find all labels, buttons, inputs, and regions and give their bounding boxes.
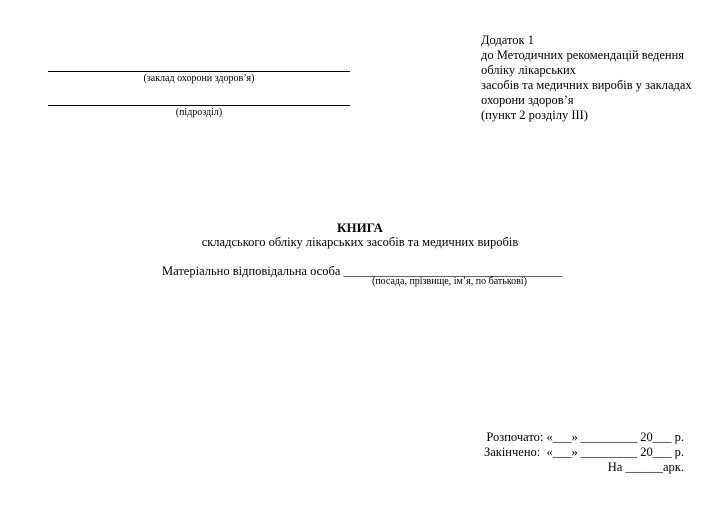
responsible-person-field[interactable]: Матеріально відповідальна особа ___________________________________ bbox=[162, 264, 563, 278]
institution-caption: (заклад охорони здоров’я) bbox=[143, 73, 255, 84]
annex-line-5: охорони здоров’я bbox=[481, 93, 574, 107]
sheets-count-field[interactable]: На ______арк. bbox=[607, 460, 684, 474]
annex-line-2: до Методичних рекомендацій ведення bbox=[481, 48, 685, 62]
annex-line-4: засобів та медичних виробів у закладах bbox=[481, 78, 692, 92]
dates-block bbox=[484, 430, 684, 475]
responsible-person-caption: (посада, прізвище, ім’я, по батькові) bbox=[372, 276, 528, 287]
subdivision-line[interactable] bbox=[48, 105, 350, 106]
subdivision-caption: (підрозділ) bbox=[175, 107, 223, 118]
annex-block bbox=[481, 33, 692, 123]
book-subtitle: складського обліку лікарських засобів та медичних виробів bbox=[201, 235, 519, 249]
finished-date-field[interactable]: Закінчено: «___» _________ 20___ р. bbox=[483, 445, 684, 459]
institution-line[interactable] bbox=[48, 71, 350, 72]
annex-line-6: (пункт 2 розділу ІІІ) bbox=[481, 108, 588, 122]
book-title: КНИГА bbox=[337, 220, 383, 235]
started-date-field[interactable]: Розпочато: «___» _________ 20___ р. bbox=[486, 430, 684, 444]
annex-line-3: обліку лікарських bbox=[481, 63, 576, 77]
annex-line-1: Додаток 1 bbox=[481, 33, 534, 47]
